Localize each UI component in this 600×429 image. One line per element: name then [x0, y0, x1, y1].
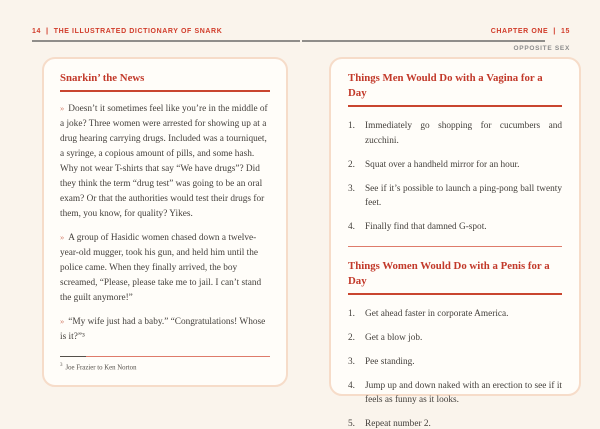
list-item-number: 1. [348, 121, 355, 131]
bullet-glyph: » [60, 316, 65, 326]
list-item-number: 3. [348, 356, 355, 367]
right-header-row [302, 26, 570, 35]
footnote-text-row [60, 361, 220, 372]
content-panel-right [329, 57, 581, 429]
list-item-number: 2. [348, 332, 355, 343]
list-item [348, 355, 562, 370]
bullet-glyph: » [60, 103, 65, 113]
bullet-glyph: » [60, 232, 65, 242]
list-item [348, 379, 562, 408]
list-item [348, 417, 562, 429]
news-paragraph-1 [60, 101, 270, 222]
list-item-number: 4. [348, 380, 355, 391]
list-item-number: 4. [348, 222, 355, 232]
list-item [348, 182, 562, 211]
section-title-news: Snarkin’ the News [60, 71, 270, 92]
right-header-rule [302, 40, 545, 42]
footnote [60, 356, 220, 372]
right-page-header [302, 26, 570, 52]
footnote-marker: 3 [60, 362, 63, 368]
list-item-number: 5. [348, 419, 355, 429]
book-title: THE ILLUSTRATED DICTIONARY OF SNARK [53, 28, 223, 35]
list-item-text: Immediately go shopping for cucumbers and zucchini. [365, 121, 562, 146]
list-item-text: Repeat number 2. [365, 419, 431, 429]
left-header-rule [32, 40, 300, 42]
left-page-header [32, 26, 300, 42]
list-item [348, 331, 562, 346]
list-item [348, 307, 562, 322]
list-item-text: Jump up and down naked with an erection to see if it feels as funny as it looks. [365, 380, 562, 405]
footnote-rule [60, 356, 86, 357]
news-paragraph-2-text: A group of Hasidic women chased down a twelve-year-old mugger, took his gun, and held him until the police came. When they finally arrived, the boy screamed, “Please, please take me to jail. I can’t stand the guilt anymore!” [60, 233, 262, 303]
list-item [348, 119, 562, 148]
list-men [348, 119, 562, 235]
footnote-text: Joe Frazier to Ken Norton [65, 364, 137, 371]
news-paragraph-1-text: Doesn’t it sometimes feel like you’re in the middle of a joke? Three women were arrested for showing up at a drug hearing carrying drugs. Included was a tourniquet, a syringe, a copious amount of pills, and some hash. Why not wear T-shirts that say “We have drugs”? Did they think the term “drug test” was going to be an oral exam? Or that the authorities would test their drugs for them, you know, for quality? Yikes. [60, 104, 268, 219]
list-item-number: 2. [348, 159, 355, 170]
list-item-text: Pee standing. [365, 356, 415, 367]
chapter-title: CHAPTER ONE [490, 28, 549, 35]
chapter-subtitle: OPPOSITE SEX [513, 45, 570, 52]
list-women [348, 307, 562, 429]
list-item-number: 1. [348, 308, 355, 319]
page-number-left: 14 [32, 28, 41, 35]
left-header-row [32, 26, 300, 35]
header-divider-glyph: | [553, 26, 556, 35]
list-item-text: Get a blow job. [365, 332, 423, 343]
section-end-rule [348, 246, 562, 247]
news-paragraph-2 [60, 230, 270, 306]
list-item-text: Get ahead faster in corporate America. [365, 308, 509, 319]
list-item-text: Finally find that damned G-spot. [365, 222, 487, 232]
list-item [348, 158, 562, 173]
list-item-number: 3. [348, 183, 355, 194]
page-number-right: 15 [561, 28, 570, 35]
news-paragraph-3-text: “My wife just had a baby.” “Congratulations! Whose is it?”³ [60, 317, 266, 342]
news-paragraph-3 [60, 314, 270, 345]
content-panel-left [42, 57, 288, 387]
section-title-women: Things Women Would Do with a Penis for a Day [348, 259, 562, 295]
section-title-men: Things Men Would Do with a Vagina for a Day [348, 71, 562, 107]
list-item [348, 220, 562, 235]
header-divider-glyph: | [46, 26, 49, 35]
list-item-text: See if it’s possible to launch a ping-pong ball twenty feet. [365, 183, 562, 208]
list-item-text: Squat over a handheld mirror for an hour. [365, 159, 520, 170]
